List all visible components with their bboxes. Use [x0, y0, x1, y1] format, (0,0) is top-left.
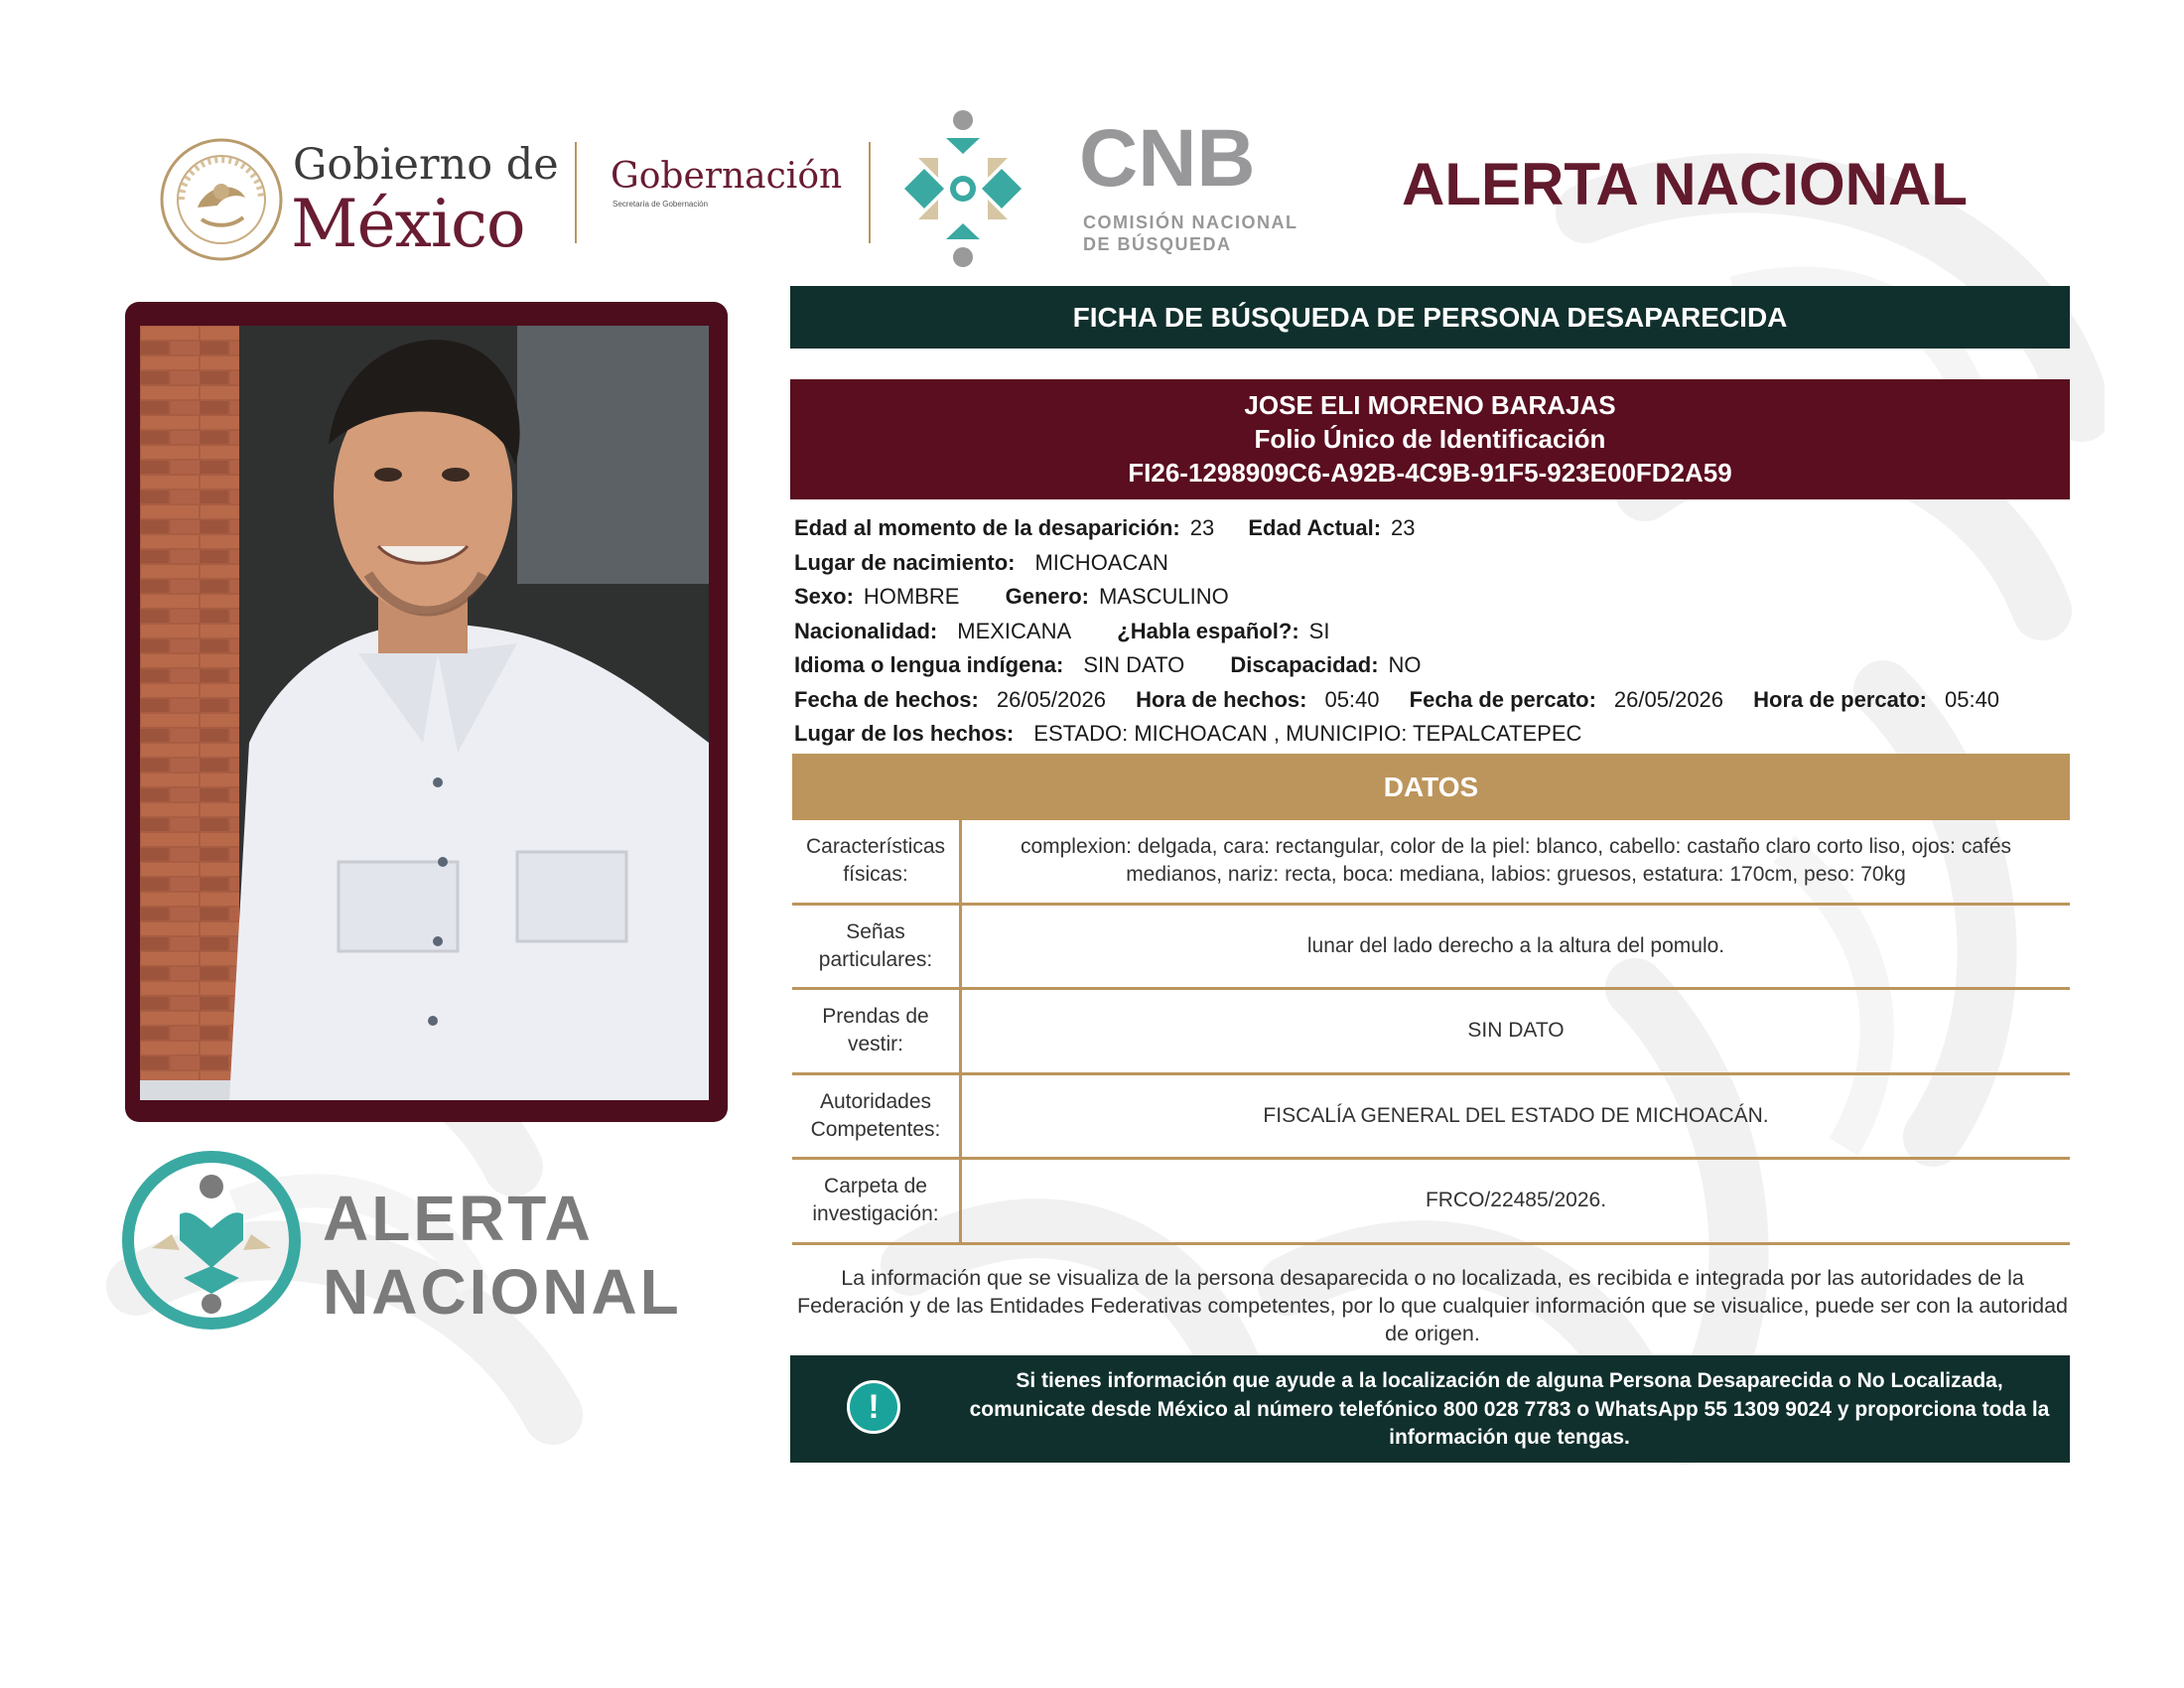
datos-header: DATOS: [792, 754, 2070, 820]
gobierno-mexico-logo: [158, 136, 575, 265]
info-row: Lugar de nacimiento: MICHOACAN: [794, 549, 1168, 575]
genero-value: MASCULINO: [1098, 584, 1229, 609]
cnb-emblem-icon: [898, 106, 1027, 271]
disclaimer-text: La información que se visualiza de la persona desaparecida o no localizada, es recibida e integrada por las autoridades de la Federación y de las Entidades Federativas competentes, por lo que cualquier información que se visualice, puede ser con la autoridad de origen.: [797, 1266, 2069, 1345]
contact-text: Si tienes información que ayude a la localización de alguna Persona Desaparecida o No Localizada, comunicate desde México al número telefónico 800 028 7783 o WhatsApp 55 1309 9024 y proporciona toda la información que tengas.: [969, 1369, 2050, 1449]
gobierno-de-text: Gobierno de: [293, 140, 559, 190]
row-label: Características físicas:: [792, 820, 962, 903]
info-row: Lugar de los hechos: ESTADO: MICHOACAN , MUNICIPIO: TEPALCATEPEC: [794, 721, 1582, 746]
lugar-hechos-value: ESTADO: MICHOACAN , MUNICIPIO: TEPALCATEPEC: [1033, 721, 1582, 746]
photo-illustration: [140, 326, 709, 1100]
fecha-percato-value: 26/05/2026: [1613, 686, 1724, 712]
cnb-title: CNB: [1079, 113, 1256, 204]
alerta-nacional-title: ALERTA NACIONAL: [1402, 151, 1968, 217]
row-label: Prendas de vestir:: [792, 990, 962, 1072]
folio-number: FI26-1298909C6-A92B-4C9B-91F5-923E00FD2A59: [1128, 458, 1732, 488]
row-value: FRCO/22485/2026.: [1425, 1189, 1607, 1212]
gobernacion-subtitle: Secretaría de Gobernación: [613, 200, 709, 209]
folio-label: Folio Único de Identificación: [1254, 424, 1606, 454]
datos-table: [792, 820, 2070, 1245]
row-value: FISCALÍA GENERAL DEL ESTADO DE MICHOACÁN.: [1263, 1103, 1769, 1127]
edad-actual-value: 23: [1391, 515, 1416, 540]
person-name: JOSE ELI MORENO BARAJAS: [1244, 390, 1616, 420]
table-row: [792, 990, 2070, 1075]
table-row: [792, 906, 2070, 991]
exclamation-icon: !: [847, 1380, 900, 1434]
row-label: Señas particulares:: [792, 906, 962, 988]
habla-espanol-value: SI: [1308, 618, 1330, 643]
cnb-subtitle: COMISIÓN NACIONAL DE BÚSQUEDA: [1083, 212, 1298, 254]
contact-banner: [790, 1355, 2070, 1463]
info-row: Idioma o lengua indígena: SIN DATO Discapacidad: NO: [794, 652, 1422, 677]
info-row: Sexo: HOMBRE Genero: MASCULINO: [794, 584, 1229, 609]
alert-poster: [96, 94, 2105, 1479]
alerta-nacional-logo-text: ALERTA NACIONAL: [323, 1183, 682, 1328]
nacionalidad-value: MEXICANA: [957, 618, 1072, 643]
lugar-nacimiento-value: MICHOACAN: [1034, 549, 1168, 575]
hora-hechos-value: 05:40: [1324, 686, 1380, 712]
row-value: lunar del lado derecho a la altura del pomulo.: [1306, 933, 1725, 957]
row-value: complexion: delgada, cara: rectangular, color de la piel: blanco, cabello: castaño claro corto liso, ojos: cafés medianos, nariz: recta, boca: mediana, labios: gruesos, estatura: 170cm, peso: 70kg: [1020, 835, 2012, 887]
national-seal-icon: [158, 136, 285, 263]
row-label: Autoridades Competentes:: [792, 1075, 962, 1158]
header-divider: [575, 142, 577, 243]
table-row: [792, 1160, 2070, 1245]
fecha-hechos-value: 26/05/2026: [996, 686, 1106, 712]
table-row: [792, 1075, 2070, 1161]
sexo-value: HOMBRE: [863, 584, 960, 609]
info-row: Edad al momento de la desaparición: 23 Edad Actual: 23: [794, 515, 1416, 540]
discapacidad-value: NO: [1388, 652, 1422, 677]
table-row: [792, 820, 2070, 906]
mexico-text: México: [291, 186, 525, 262]
idioma-value: SIN DATO: [1083, 652, 1185, 677]
person-identity-box: [790, 379, 2070, 499]
edad-desaparicion-value: 23: [1189, 515, 1215, 540]
info-row: Nacionalidad: MEXICANA ¿Habla español?: SI: [794, 618, 1330, 643]
missing-person-photo: [140, 326, 709, 1100]
info-row: Fecha de hechos: 26/05/2026 Hora de hechos: 05:40 Fecha de percato: 26/05/2026 Hora de percato: 05:40: [794, 686, 2000, 712]
person-info: [794, 511, 2075, 752]
header-divider: [869, 142, 871, 243]
gobernacion-text: Gobernación: [611, 156, 843, 197]
hora-percato-value: 05:40: [1944, 686, 2000, 712]
row-label: Carpeta de investigación:: [792, 1160, 962, 1242]
alerta-nacional-logo-icon: [120, 1149, 303, 1332]
row-value: SIN DATO: [1467, 1019, 1565, 1043]
ficha-title-banner: FICHA DE BÚSQUEDA DE PERSONA DESAPARECIDA: [790, 286, 2070, 349]
